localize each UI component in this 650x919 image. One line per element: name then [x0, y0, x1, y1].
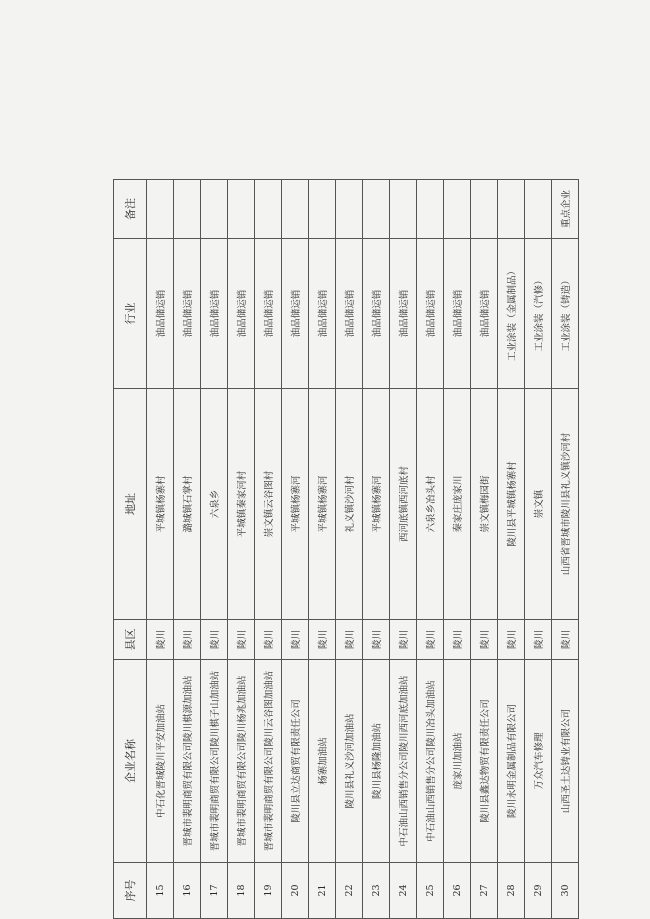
cell-district: 陵川	[390, 620, 417, 660]
table-row	[363, 180, 390, 919]
cell-address: 崇文镇	[525, 389, 552, 620]
cell-industry: 油品储运销	[147, 239, 174, 389]
cell-no: 16	[174, 863, 201, 919]
cell-note	[525, 180, 552, 239]
cell-note	[201, 180, 228, 239]
cell-no: 21	[309, 863, 336, 919]
cell-note	[336, 180, 363, 239]
cell-name: 陵川县立达商贸有限责任公司	[282, 660, 309, 863]
cell-industry: 油品储运销	[255, 239, 282, 389]
cell-note	[309, 180, 336, 239]
cell-address: 六泉乡	[201, 389, 228, 620]
cell-name: 中石油山西销售分公司陵川冶头加油站	[417, 660, 444, 863]
cell-district: 陵川	[552, 620, 579, 660]
cell-address: 陵川县平城镇杨寨村	[498, 389, 525, 620]
cell-address: 西河底镇西河底村	[390, 389, 417, 620]
table-row	[228, 180, 255, 919]
cell-no: 28	[498, 863, 525, 919]
table-row	[390, 180, 417, 919]
cell-no: 20	[282, 863, 309, 919]
cell-note	[228, 180, 255, 239]
cell-note: 重点企业	[552, 180, 579, 239]
cell-address: 崇文镇梅园街	[471, 389, 498, 620]
cell-note	[444, 180, 471, 239]
cell-address: 平城镇杨寨河	[363, 389, 390, 620]
header-no: 序号	[114, 863, 147, 919]
cell-district: 陵川	[174, 620, 201, 660]
cell-name: 陵川永明金属制品有限公司	[498, 660, 525, 863]
header-address: 地址	[114, 389, 147, 620]
cell-industry: 油品储运销	[201, 239, 228, 389]
cell-no: 26	[444, 863, 471, 919]
cell-note	[174, 180, 201, 239]
cell-note	[471, 180, 498, 239]
table-row	[471, 180, 498, 919]
cell-name: 庞家川加油站	[444, 660, 471, 863]
cell-name: 杨寨加油站	[309, 660, 336, 863]
cell-note	[390, 180, 417, 239]
cell-name: 陵川县鑫达物贸有限责任公司	[471, 660, 498, 863]
cell-district: 陵川	[363, 620, 390, 660]
cell-address: 平城镇杨寨河	[309, 389, 336, 620]
cell-district: 陵川	[336, 620, 363, 660]
cell-note	[417, 180, 444, 239]
cell-industry: 油品储运销	[174, 239, 201, 389]
cell-industry: 工业涂装（金属制品）	[498, 239, 525, 389]
rotated-table-container	[113, 180, 572, 919]
cell-industry: 油品储运销	[282, 239, 309, 389]
cell-district: 陵川	[228, 620, 255, 660]
table-row	[255, 180, 282, 919]
cell-name: 晋城市裴明商贸有限公司陵川杨兆加油站	[228, 660, 255, 863]
cell-name: 万众汽车修理	[525, 660, 552, 863]
cell-no: 27	[471, 863, 498, 919]
table-row	[174, 180, 201, 919]
cell-address: 山西省晋城市陵川县礼义镇沙河村	[552, 389, 579, 620]
cell-district: 陵川	[444, 620, 471, 660]
cell-industry: 油品储运销	[309, 239, 336, 389]
cell-address: 平城镇杨寨河	[282, 389, 309, 620]
cell-industry: 油品储运销	[417, 239, 444, 389]
cell-district: 陵川	[417, 620, 444, 660]
cell-district: 陵川	[147, 620, 174, 660]
cell-name: 陵川县杨隆加油站	[363, 660, 390, 863]
cell-address: 平城镇杨寨村	[147, 389, 174, 620]
cell-name: 晋城市裴明商贸有限公司陵川棋子山加油站	[201, 660, 228, 863]
header-name: 企业名称	[114, 660, 147, 863]
cell-no: 17	[201, 863, 228, 919]
header-industry: 行业	[114, 239, 147, 389]
table-row	[552, 180, 579, 919]
cell-note	[363, 180, 390, 239]
cell-note	[498, 180, 525, 239]
cell-no: 30	[552, 863, 579, 919]
header-district: 县区	[114, 620, 147, 660]
cell-industry: 油品储运销	[390, 239, 417, 389]
cell-address: 平城镇秦家河村	[228, 389, 255, 620]
cell-no: 19	[255, 863, 282, 919]
cell-district: 陵川	[282, 620, 309, 660]
cell-name: 中石油山西销售分公司陵川西河底加油站	[390, 660, 417, 863]
cell-no: 29	[525, 863, 552, 919]
cell-note	[282, 180, 309, 239]
table-row	[444, 180, 471, 919]
table-row	[309, 180, 336, 919]
cell-address: 崇文镇云谷图村	[255, 389, 282, 620]
cell-no: 15	[147, 863, 174, 919]
cell-note	[255, 180, 282, 239]
cell-name: 中石化晋城陵川平安加油站	[147, 660, 174, 863]
table-row	[336, 180, 363, 919]
cell-district: 陵川	[498, 620, 525, 660]
cell-industry: 工业涂装（汽修）	[525, 239, 552, 389]
cell-address: 六泉乡冶头村	[417, 389, 444, 620]
table-row	[525, 180, 552, 919]
cell-address: 潞城镇石掌村	[174, 389, 201, 620]
cell-industry: 工业涂装（铸造）	[552, 239, 579, 389]
cell-district: 陵川	[255, 620, 282, 660]
table-row	[201, 180, 228, 919]
cell-address: 礼义镇沙河村	[336, 389, 363, 620]
cell-no: 23	[363, 863, 390, 919]
table-header-row	[114, 180, 147, 919]
table-row	[498, 180, 525, 919]
header-note: 备注	[114, 180, 147, 239]
cell-no: 18	[228, 863, 255, 919]
cell-no: 22	[336, 863, 363, 919]
cell-name: 陵川县礼义沙河加油站	[336, 660, 363, 863]
cell-no: 24	[390, 863, 417, 919]
table-row	[417, 180, 444, 919]
cell-district: 陵川	[471, 620, 498, 660]
cell-industry: 油品储运销	[336, 239, 363, 389]
cell-name: 山西圣土达铸业有限公司	[552, 660, 579, 863]
cell-no: 25	[417, 863, 444, 919]
cell-industry: 油品储运销	[471, 239, 498, 389]
cell-name: 晋城市裴明商贸有限公司陵川棋源加油站	[174, 660, 201, 863]
table-row	[147, 180, 174, 919]
cell-note	[147, 180, 174, 239]
table-row	[282, 180, 309, 919]
cell-district: 陵川	[201, 620, 228, 660]
cell-industry: 油品储运销	[444, 239, 471, 389]
enterprise-table	[113, 179, 579, 919]
cell-district: 陵川	[525, 620, 552, 660]
cell-district: 陵川	[309, 620, 336, 660]
cell-address: 秦家庄庞家川	[444, 389, 471, 620]
cell-name: 晋城市裴明商贸有限公司陵川云谷图加油站	[255, 660, 282, 863]
cell-industry: 油品储运销	[228, 239, 255, 389]
cell-industry: 油品储运销	[363, 239, 390, 389]
